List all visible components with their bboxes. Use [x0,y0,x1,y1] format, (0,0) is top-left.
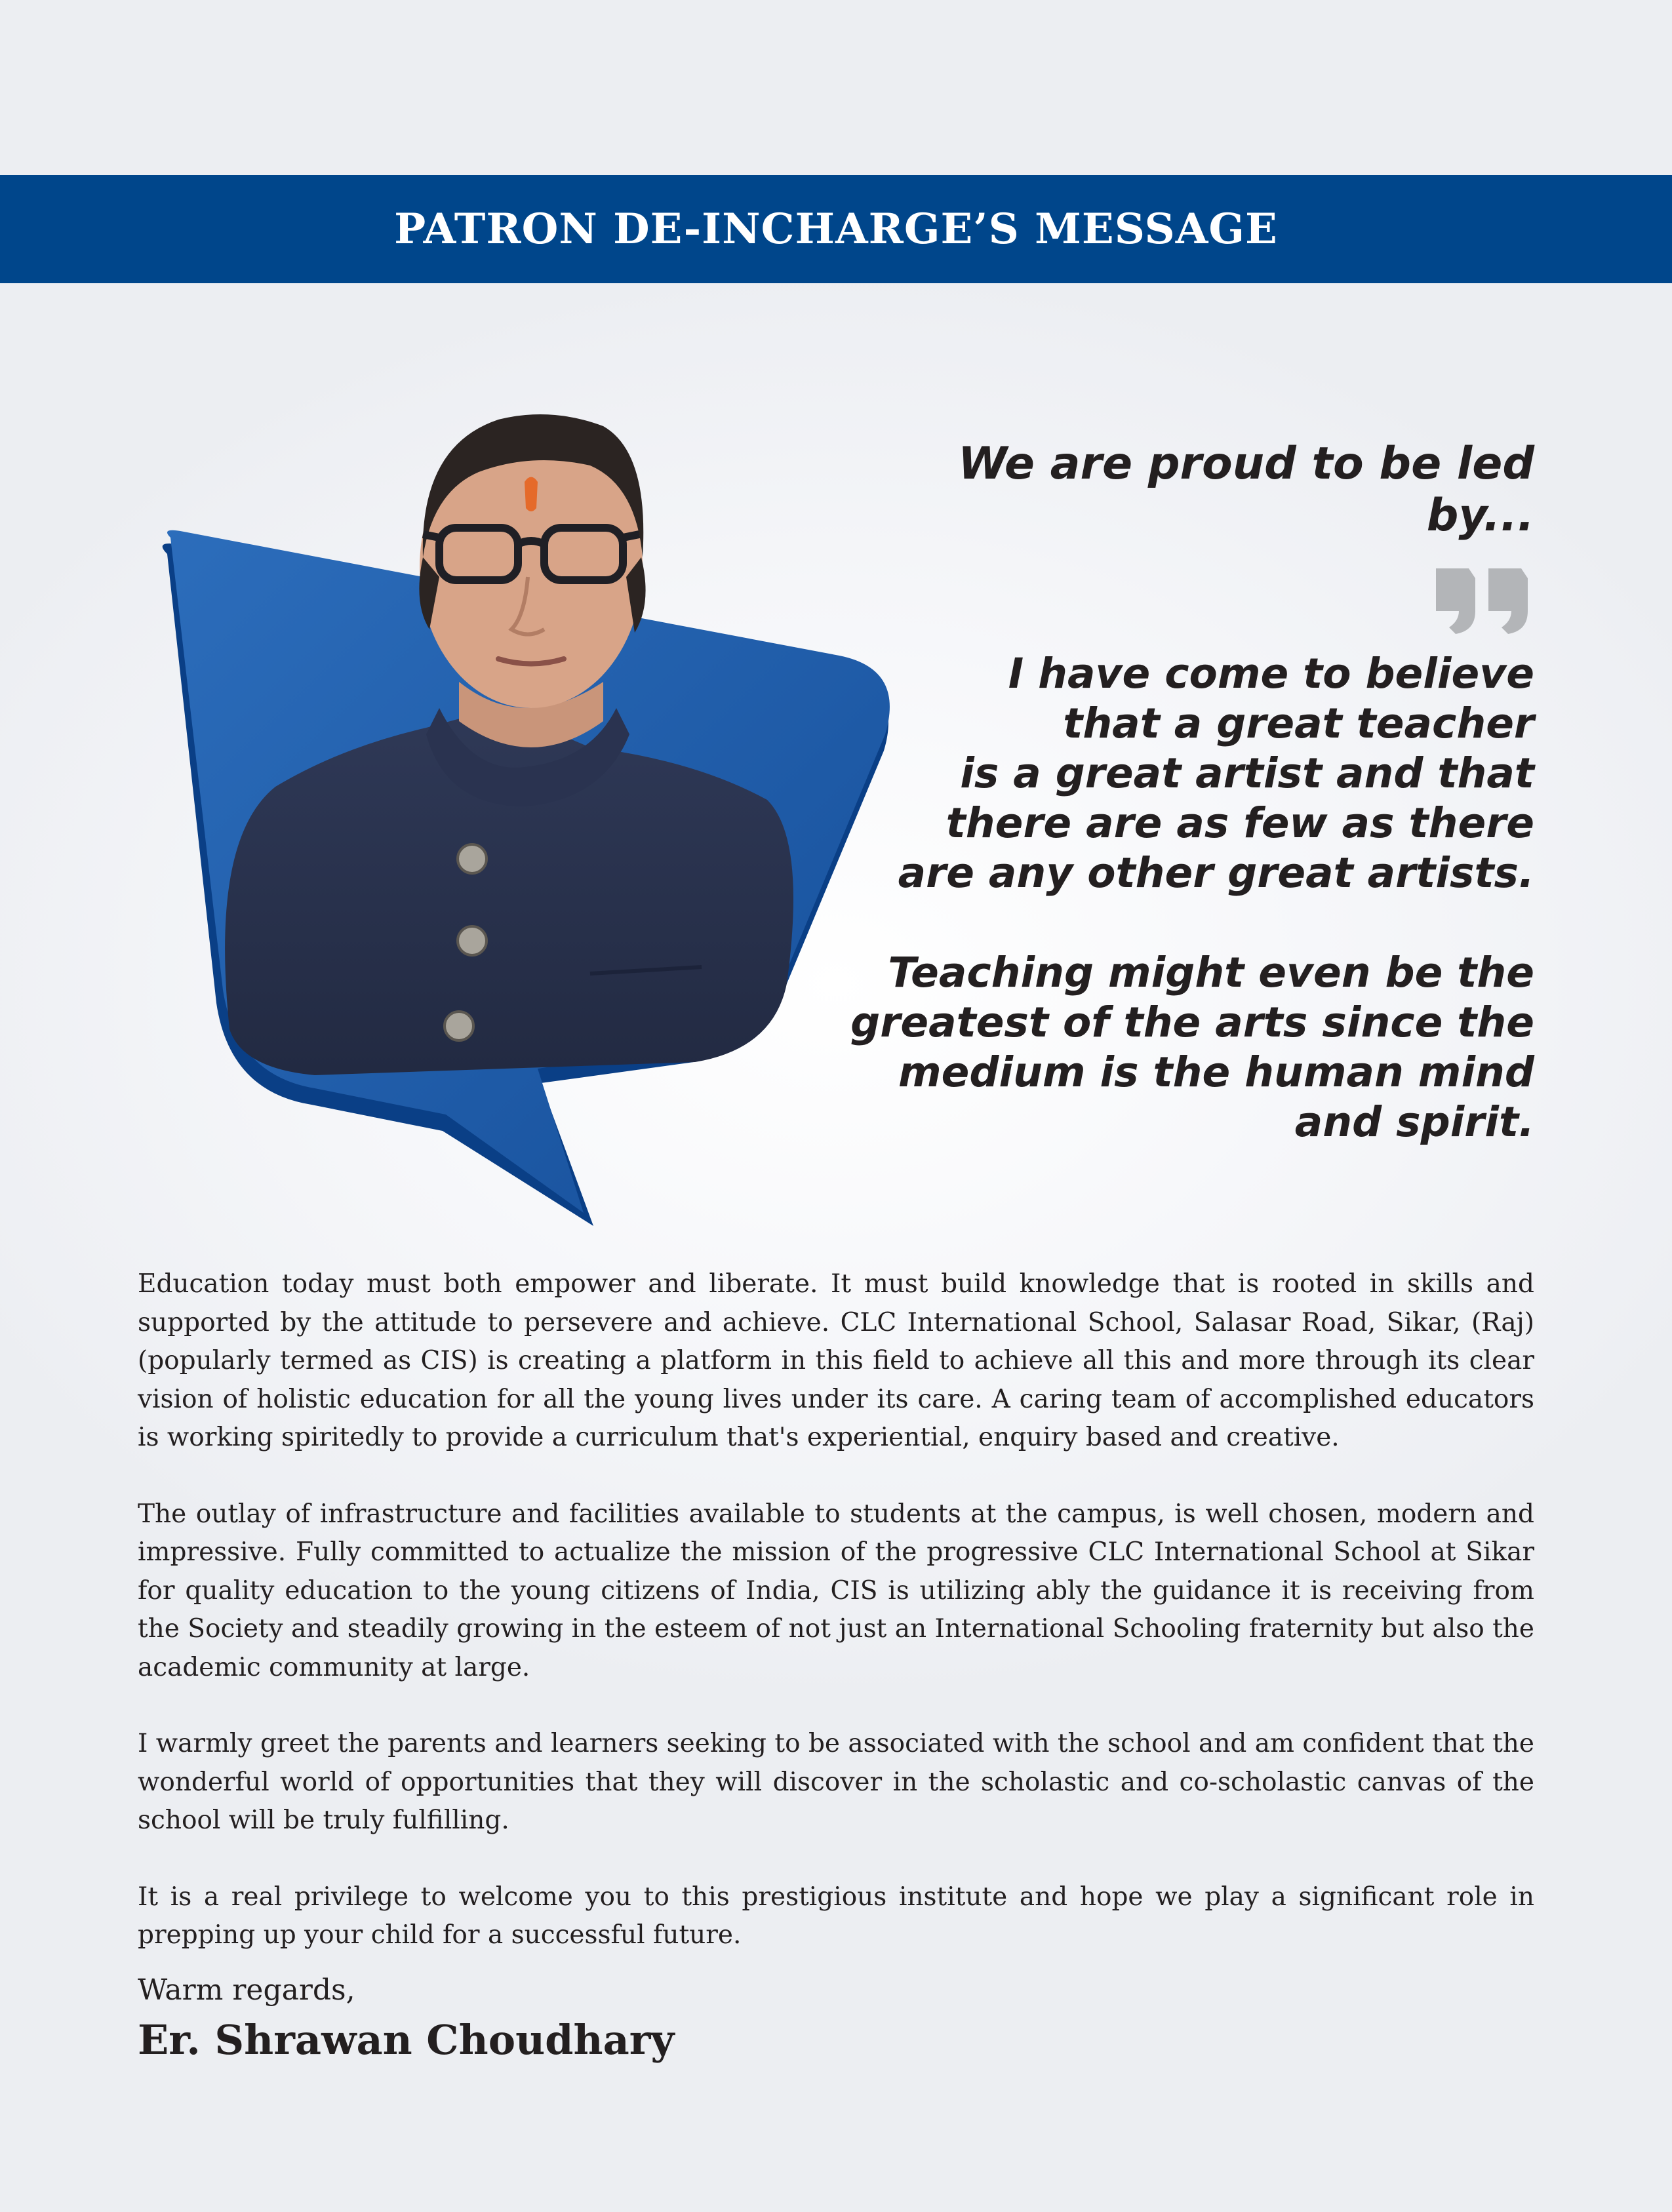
button-2 [458,926,487,955]
message-paragraph: The outlay of infrastructure and facilities available to students at the campus, is well chosen, modern and impressive. Fully committed to actualize the mission of the progressive CLC International School at Sikar for quality education to the young citizens of India, CIS is utilizing ably the guidance it is receiving from the Society and steadily growing in the esteem of not just an International Schooling fraternity but also the academic community at large. [138,1499,1534,1682]
quote-line: greatest of the arts since the [850,998,1534,1046]
quote-paragraph-1 [747,649,1534,898]
tagline: We are proud to be led by... [958,438,1534,542]
signatory-name: Er. Shrawan Choudhary [138,2016,675,2064]
header-banner [0,175,1672,283]
message-paragraph: I warmly greet the parents and learners seeking to be associated with the school and am confident that the wonderful world of opportunities that they will discover in the scholastic and co-scholastic canvas of the school will be truly fulfilling. [138,1729,1534,1835]
quote-line: is a great artist and that [960,749,1534,797]
page-title: PATRON DE-INCHARGE’S MESSAGE [394,205,1278,254]
quote-line: there are as few as there [945,799,1534,847]
quote-paragraph-2 [747,948,1534,1147]
quote-line: Teaching might even be the [888,949,1534,997]
closing: Warm regards, [138,1973,355,2007]
button-1 [458,844,487,873]
double-quote-icon [1429,565,1534,637]
quote-line: medium is the human mind [898,1048,1534,1096]
message-paragraph: It is a real privilege to welcome you to this prestigious institute and hope we play a significant role in prepping up your child for a successful future. [138,1882,1534,1950]
quote-block [747,649,1534,1147]
quote-line: are any other great artists. [898,849,1534,897]
message-body [138,1265,1534,1993]
quote-line: and spirit. [1294,1098,1534,1146]
quote-line: that a great teacher [1063,700,1534,747]
button-3 [445,1012,473,1040]
message-paragraph: Education today must both empower and liberate. It must build knowledge that is rooted in skills and supported by the attitude to persevere and achieve. CLC International School, Salasar Road, Sikar, (Raj) (popularly termed as CIS) is creating a platform in this field to achieve all this and more through its clear vision of holistic education for all the young lives under its care. A caring team of accomplished educators is working spiritedly to provide a curriculum that's experiential, enquiry based and creative. [138,1269,1534,1452]
quote-line: I have come to believe [1008,650,1534,698]
